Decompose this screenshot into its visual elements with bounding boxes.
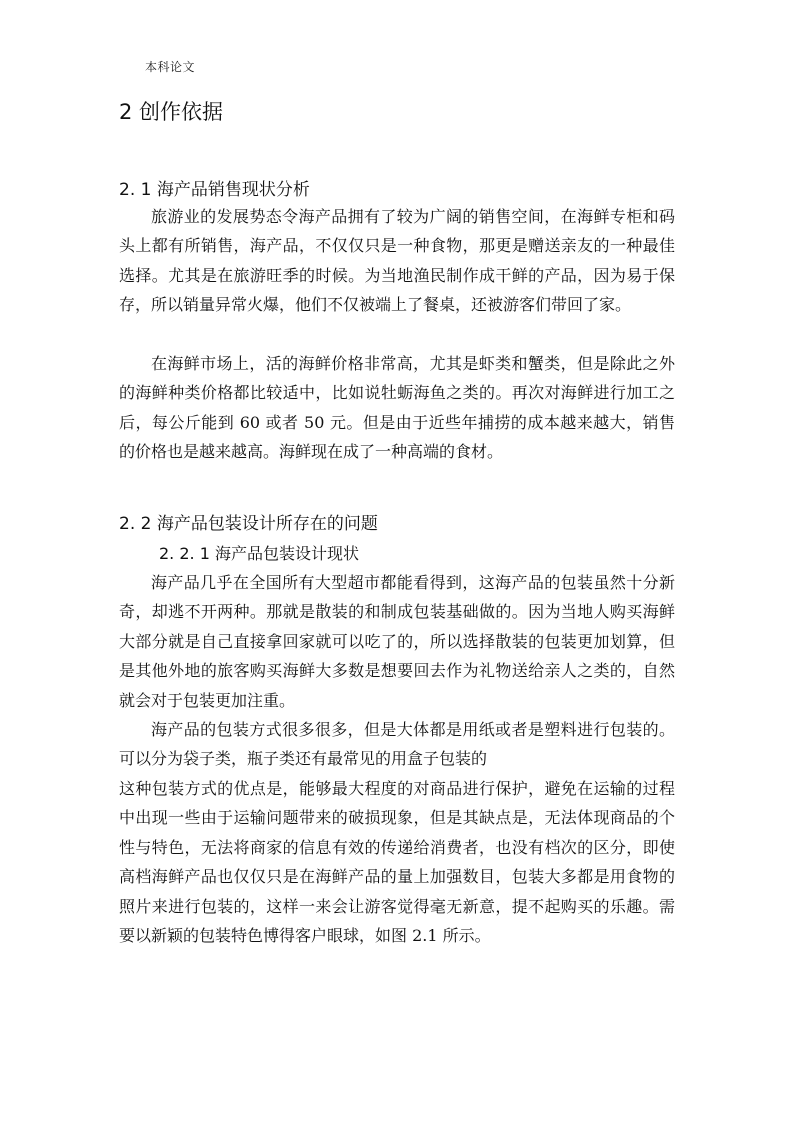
section-2-1-title: 2. 1 海产品销售现状分析 — [119, 180, 310, 200]
paragraph: 海产品的包装方式很多很多，但是大体都是用纸或者是塑料进行包装的。可以分为袋子类，瓶子类还有最常见的用盒子包装的 — [119, 720, 675, 769]
section-2-2-title: 2. 2 海产品包装设计所存在的问题 — [119, 514, 378, 534]
chapter-title: 2 创作依据 — [119, 100, 224, 124]
paragraph: 这种包装方式的优点是，能够最大程度的对商品进行保护，避免在运输的过程中出现一些由于运输问题带来的破损现象，但是其缺点是，无法体现商品的个性与特色，无法将商家的信息有效的传递给消费者，也没有档次的区分，即使高档海鲜产品也仅仅只是在海鲜产品的量上加强数目，包装大多都是用食物的照片来进行包装的，这样一来会让游客觉得毫无新意，提不起购买的乐趣。需要以新颖的包装特色博得客户眼球，如图 2.1 所示。 — [119, 779, 675, 946]
paragraph: 海产品几乎在全国所有大型超市都能看得到，这海产品的包装虽然十分新奇，却逃不开两种。那就是散装的和制成包装基础做的。因为当地人购买海鲜大部分就是自己直接拿回家就可以吃了的，所以选择散装的包装更加划算，但是其他外地的旅客购买海鲜大多数是想要回去作为礼物送给亲人之类的，自然就会对于包装更加注重。 — [119, 573, 675, 710]
subsection-2-2-1-title: 2. 2. 1 海产品包装设计现状 — [159, 544, 359, 563]
running-header: 本科论文 — [145, 60, 196, 74]
paragraph: 旅游业的发展势态令海产品拥有了较为广阔的销售空间，在海鲜专柜和码头上都有所销售，海产品，不仅仅只是一种食物，那更是赠送亲友的一种最佳选择。尤其是在旅游旺季的时候。为当地渔民制作成干鲜的产品，因为易于保存，所以销量异常火爆，他们不仅被端上了餐桌，还被游客们带回了家。 — [119, 207, 675, 315]
paragraph: 在海鲜市场上，活的海鲜价格非常高，尤其是虾类和蟹类，但是除此之外的海鲜种类价格都比较适中，比如说牡蛎海鱼之类的。再次对海鲜进行加工之后，每公斤能到 60 或者 50 元。但是由于近些年捕捞的成本越来越大，销售的价格也是越来越高。海鲜现在成了一种高端的食材。 — [119, 354, 675, 462]
